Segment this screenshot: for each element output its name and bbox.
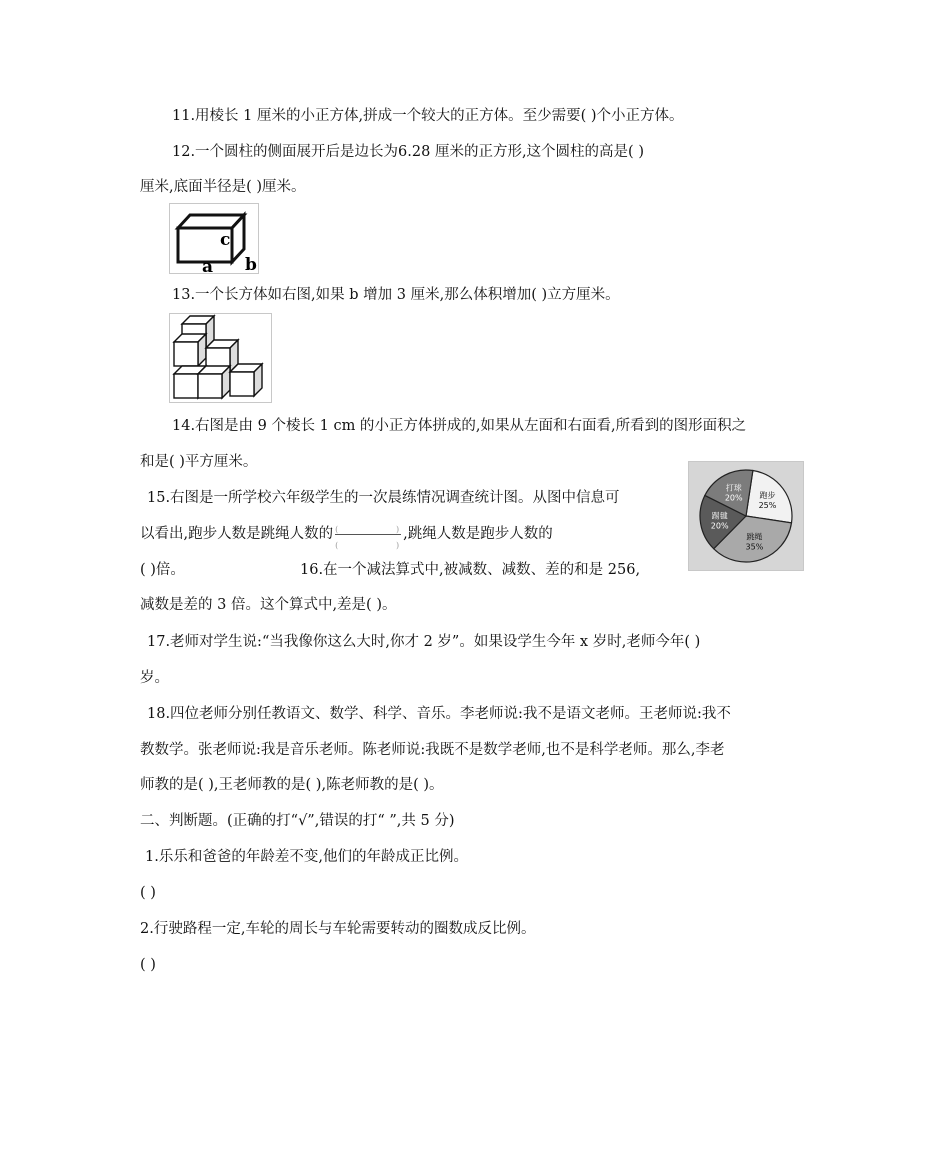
pie-slice-label: 踢毽 [711, 511, 728, 521]
q16-line2: 减数是差的 3 倍。这个算式中,差是( )。 [140, 597, 397, 613]
judge2-text: 2.行驶路程一定,车轮的周长与车轮需要转动的圈数成反比例。 [140, 921, 536, 937]
q18-line1: 18.四位老师分别任教语文、数学、科学、音乐。李老师说:我不是语文老师。王老师说:我不 [147, 706, 731, 722]
cuboid-label-c: c [220, 230, 231, 250]
pie-slice-percent: 25% [758, 501, 777, 511]
q12-line2: 厘米,底面半径是( )厘米。 [140, 179, 306, 195]
q15-line2-prefix: 以看出,跑步人数是跳绳人数的 [140, 526, 334, 542]
fraction-blank[interactable]: ( ) ( ) [333, 524, 403, 544]
q12-line1: 12.一个圆柱的侧面展开后是边长为6.28 厘米的正方形,这个圆柱的高是( ) [172, 144, 644, 160]
q14-line1: 14.右图是由 9 个棱长 1 cm 的小正方体拼成的,如果从左面和右面看,所看到的图形面积之 [172, 418, 747, 434]
judge1-blank[interactable]: ( ) [140, 885, 156, 901]
q16-line1: 16.在一个减法算式中,被减数、减数、差的和是 256, [300, 562, 641, 578]
pie-slice-percent: 35% [745, 542, 764, 552]
pie-slice-label: 打球 [725, 483, 742, 493]
cuboid-label-a: a [202, 257, 214, 273]
pie-chart-figure [688, 461, 804, 571]
q18-line2: 教数学。张老师说:我是音乐老师。陈老师说:我既不是数学老师,也不是科学老师。那么,李老 [140, 742, 725, 758]
cubes-figure [169, 313, 272, 403]
q15-line1: 15.右图是一所学校六年级学生的一次晨练情况调查统计图。从图中信息可 [147, 490, 620, 506]
pie-slice-percent: 20% [710, 521, 729, 531]
judge1-text: 1.乐乐和爸爸的年龄差不变,他们的年龄成正比例。 [145, 849, 468, 865]
pie-slice-label: 跑步 [759, 491, 776, 501]
judge2-blank[interactable]: ( ) [140, 957, 156, 973]
q17-line1: 17.老师对学生说:“当我像你这么大时,你才 2 岁”。如果设学生今年 x 岁时,老师今年( ) [147, 634, 701, 650]
q15-line2 [140, 524, 553, 550]
q15-line3: ( )倍。 [140, 562, 185, 578]
q18-line3: 师教的是( ),王老师教的是( ),陈老师教的是( )。 [140, 777, 444, 793]
pie-chart [689, 462, 803, 570]
q15-line2-suffix: ,跳绳人数是跑步人数的 [403, 526, 553, 542]
q13-text: 13.一个长方体如右图,如果 b 增加 3 厘米,那么体积增加( )立方厘米。 [172, 287, 620, 303]
q11-text: 11.用棱长 1 厘米的小正方体,拼成一个较大的正方体。至少需要( )个小正方体。 [172, 108, 684, 124]
q14-line2: 和是( )平方厘米。 [140, 454, 258, 470]
q17-line2: 岁。 [140, 670, 169, 686]
section2-title: 二、判断题。(正确的打“√”,错误的打“ ”,共 5 分) [140, 813, 455, 829]
cuboid-label-b: b [245, 255, 257, 273]
cuboid-figure [169, 203, 259, 274]
pie-slice-label: 跳绳 [746, 532, 763, 542]
pie-slice-percent: 20% [724, 493, 743, 503]
